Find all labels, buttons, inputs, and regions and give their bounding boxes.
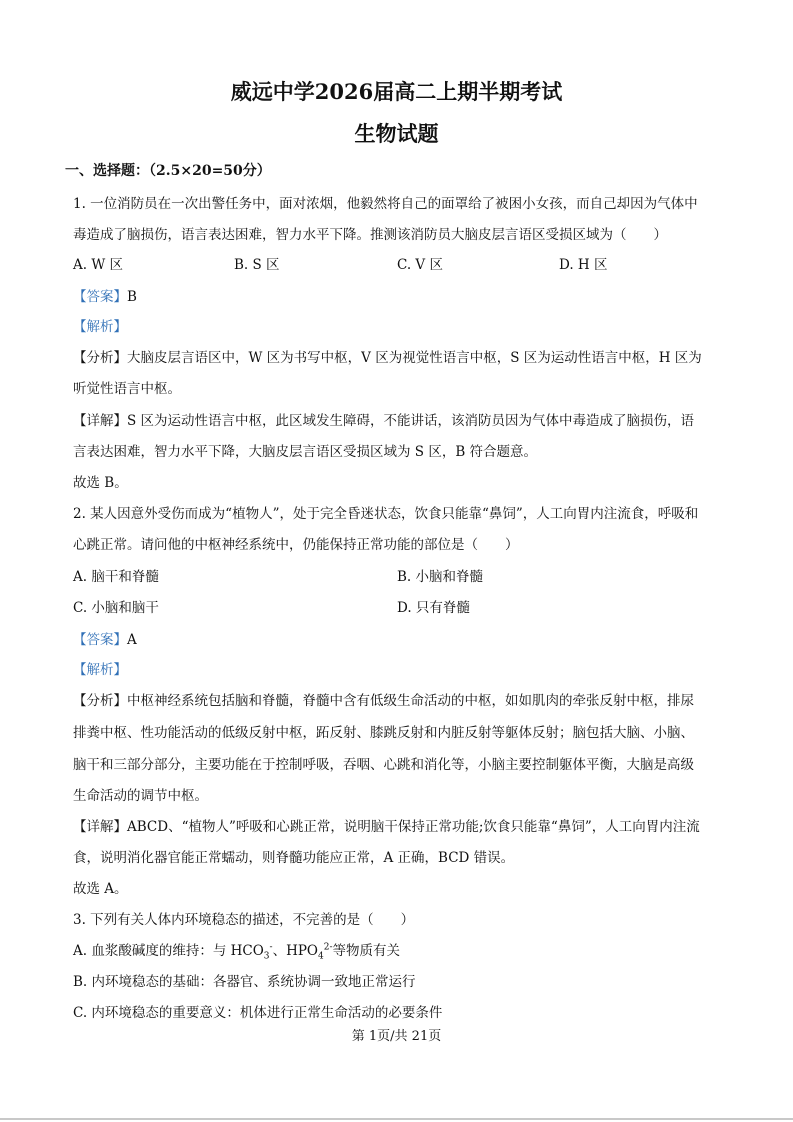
q2-option-d: D. 只有脊髓 [397, 600, 470, 616]
q2-xiangjie-line1 [73, 818, 723, 836]
q1-fenxi-line2: 听觉性语言中枢。 [73, 381, 181, 397]
q2-fenxi-line1 [73, 692, 723, 710]
analysis-tag: 【解析】 [73, 319, 127, 335]
q2-fenxi-line3: 脑干和三部分部分，主要功能在于控制呼吸，吞咽、心跳和消化等，小脑主要控制躯体平衡，大脑是高级 [73, 757, 694, 773]
fenxi-text: 中枢神经系统包括脑和脊髓，脊髓中含有低级生命活动的中枢，如如肌肉的牵张反射中枢，排尿 [127, 693, 694, 709]
answer-value: B [127, 289, 137, 305]
q2-fenxi-line4: 生命活动的调节中枢。 [73, 788, 208, 804]
answer-tag: 【答案】 [73, 632, 127, 648]
exam-subtitle: 生物试题 [354, 121, 439, 146]
bottom-divider [0, 1118, 793, 1120]
analysis-tag: 【解析】 [73, 662, 127, 678]
q1-conclusion: 故选 B。 [73, 475, 128, 491]
q1-stem-line2: 毒造成了脑损伤，语言表达困难，智力水平下降。推测该消防员大脑皮层言语区受损区域为（ ） [73, 227, 667, 243]
xiangjie-text: ABCD、“植物人”呼吸和心跳正常，说明脑干保持正常功能;饮食只能靠“鼻饲”，人工向胃内注流 [127, 819, 700, 835]
q3-option-c: C. 内环境稳态的重要意义：机体进行正常生命活动的必要条件 [73, 1005, 443, 1021]
q2-option-b: B. 小脑和脊髓 [397, 569, 484, 585]
q3-option-a [73, 942, 723, 960]
q1-fenxi-line1 [73, 349, 723, 367]
xiangjie-text: S 区为运动性语言中枢，此区域发生障碍，不能讲话，该消防员因为气体中毒造成了脑损伤，语 [127, 413, 695, 429]
exam-title: 威远中学2026届高二上期半期考试 [230, 79, 563, 104]
q1-stem-line1: 1. 一位消防员在一次出警任务中，面对浓烟，他毅然将自己的面罩给了被困小女孩，而自己却因为气体中 [73, 196, 698, 212]
xiangjie-tag: 【详解】 [73, 819, 127, 835]
q3-option-a-sub2: 4 [318, 951, 324, 962]
q3-option-a-mid: 、HPO [272, 943, 319, 959]
q3-option-b: B. 内环境稳态的基础：各器官、系统协调一致地正常运行 [73, 974, 416, 990]
q2-conclusion: 故选 A。 [73, 881, 128, 897]
q1-analysis-tag [73, 318, 723, 336]
q3-option-a-sup2: 2- [323, 942, 333, 953]
q2-stem-line2: 心跳正常。请问他的中枢神经系统中，仍能保持正常功能的部位是（ ） [73, 537, 519, 553]
q2-analysis-tag [73, 661, 723, 679]
xiangjie-tag: 【详解】 [73, 413, 127, 429]
q3-option-a-sup1: - [269, 942, 273, 953]
q1-option-d: D. H 区 [559, 257, 608, 273]
q3-stem: 3. 下列有关人体内环境稳态的描述，不完善的是（ ） [73, 912, 415, 928]
q2-answer [73, 631, 723, 649]
q2-option-c: C. 小脑和脑干 [73, 600, 159, 616]
q3-option-a-prefix: A. 血浆酸碱度的维持：与 HCO [73, 943, 264, 959]
q1-xiangjie-line1 [73, 412, 723, 430]
answer-value: A [127, 632, 137, 648]
q1-xiangjie-line2: 言表达困难，智力水平下降，大脑皮层言语区受损区域为 S 区，B 符合题意。 [73, 444, 538, 460]
page-footer: 第 1页/共 21页 [351, 1029, 442, 1044]
q3-option-a-sub1: 3 [263, 951, 270, 962]
section-heading: 一、选择题：（2.5×20=50分） [65, 163, 271, 179]
q1-option-c: C. V 区 [397, 257, 443, 273]
fenxi-tag: 【分析】 [73, 350, 127, 366]
q1-option-b: B. S 区 [234, 257, 280, 273]
fenxi-tag: 【分析】 [73, 693, 127, 709]
fenxi-text: 大脑皮层言语区中，W 区为书写中枢，V 区为视觉性语言中枢，S 区为运动性语言中枢，H 区为 [127, 350, 702, 366]
q3-option-a-suffix: 等物质有关 [332, 943, 401, 959]
q2-option-a: A. 脑干和脊髓 [73, 569, 159, 585]
answer-tag: 【答案】 [73, 289, 127, 305]
q1-answer [73, 288, 723, 306]
q1-option-a: A. W 区 [73, 257, 123, 273]
q2-stem-line1: 2. 某人因意外受伤而成为“植物人”，处于完全昏迷状态，饮食只能靠“鼻饲”，人工向胃内注流食，呼吸和 [73, 506, 699, 522]
q2-fenxi-line2: 排粪中枢、性功能活动的低级反射中枢，跖反射、膝跳反射和内脏反射等躯体反射；脑包括大脑、小脑、 [73, 725, 694, 741]
q2-xiangjie-line2: 食，说明消化器官能正常蠕动，则脊髓功能应正常，A 正确，BCD 错误。 [73, 850, 515, 866]
